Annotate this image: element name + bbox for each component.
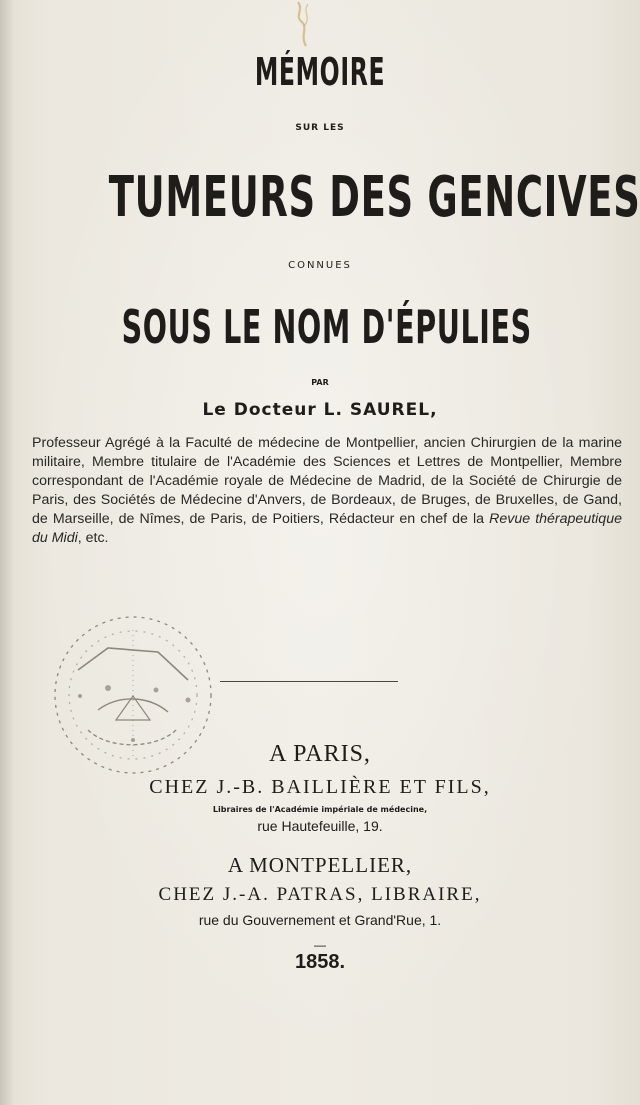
publication-year: 1858. (294, 951, 346, 973)
divider-rule (220, 681, 398, 682)
title-subtitle: SOUS LE NOM D'ÉPULIES (121, 300, 532, 354)
ink-flourish-mark (286, 0, 320, 48)
imprint-publisher-description: Libraires de l'Académie impériale de médecine, (212, 805, 428, 814)
journal-title: Revue thérapeutique du Midi (32, 511, 622, 546)
by-label: PAR (311, 378, 329, 387)
imprint-city-paris: A PARIS, (269, 741, 371, 767)
title-sur-les: SUR LES (295, 123, 345, 133)
credentials-end: , etc. (77, 530, 109, 546)
author-name: Le Docteur L. SAUREL, (202, 400, 438, 420)
title-connues: CONNUES (288, 260, 352, 271)
author-credentials (32, 434, 622, 548)
imprint-address-montpellier: rue du Gouvernement et Grand'Rue, 1. (198, 912, 442, 928)
imprint-separator: — (314, 938, 326, 952)
title-memoire: MÉMOIRE (254, 50, 386, 94)
imprint-address-paris: rue Hautefeuille, 19. (257, 818, 383, 834)
credentials-text: Professeur Agrégé à la Faculté de médecine de Montpellier, ancien Chirurgien de la marine militaire, Membre titulaire de l'Académie des Sciences et Lettres de Montpellier, Membre correspondant de l'Académie royale de Médecine de Madrid, de la Société de Chirurgie de Paris, des Sociétés de Médecine d'Anvers, de Bordeaux, de Bruges, de Bruxelles, de Gand, de Marseille, de Nîmes, de Paris, de Poitiers, Rédacteur en chef de la (32, 435, 622, 527)
imprint-publisher-montpellier: CHEZ J.-A. PATRAS, LIBRAIRE, (158, 884, 482, 905)
imprint-city-montpellier: A MONTPELLIER, (227, 853, 413, 877)
imprint-publisher-paris: CHEZ J.-B. BAILLIÈRE ET FILS, (149, 776, 491, 798)
title-main: TUMEURS DES GENCIVES (108, 165, 640, 230)
